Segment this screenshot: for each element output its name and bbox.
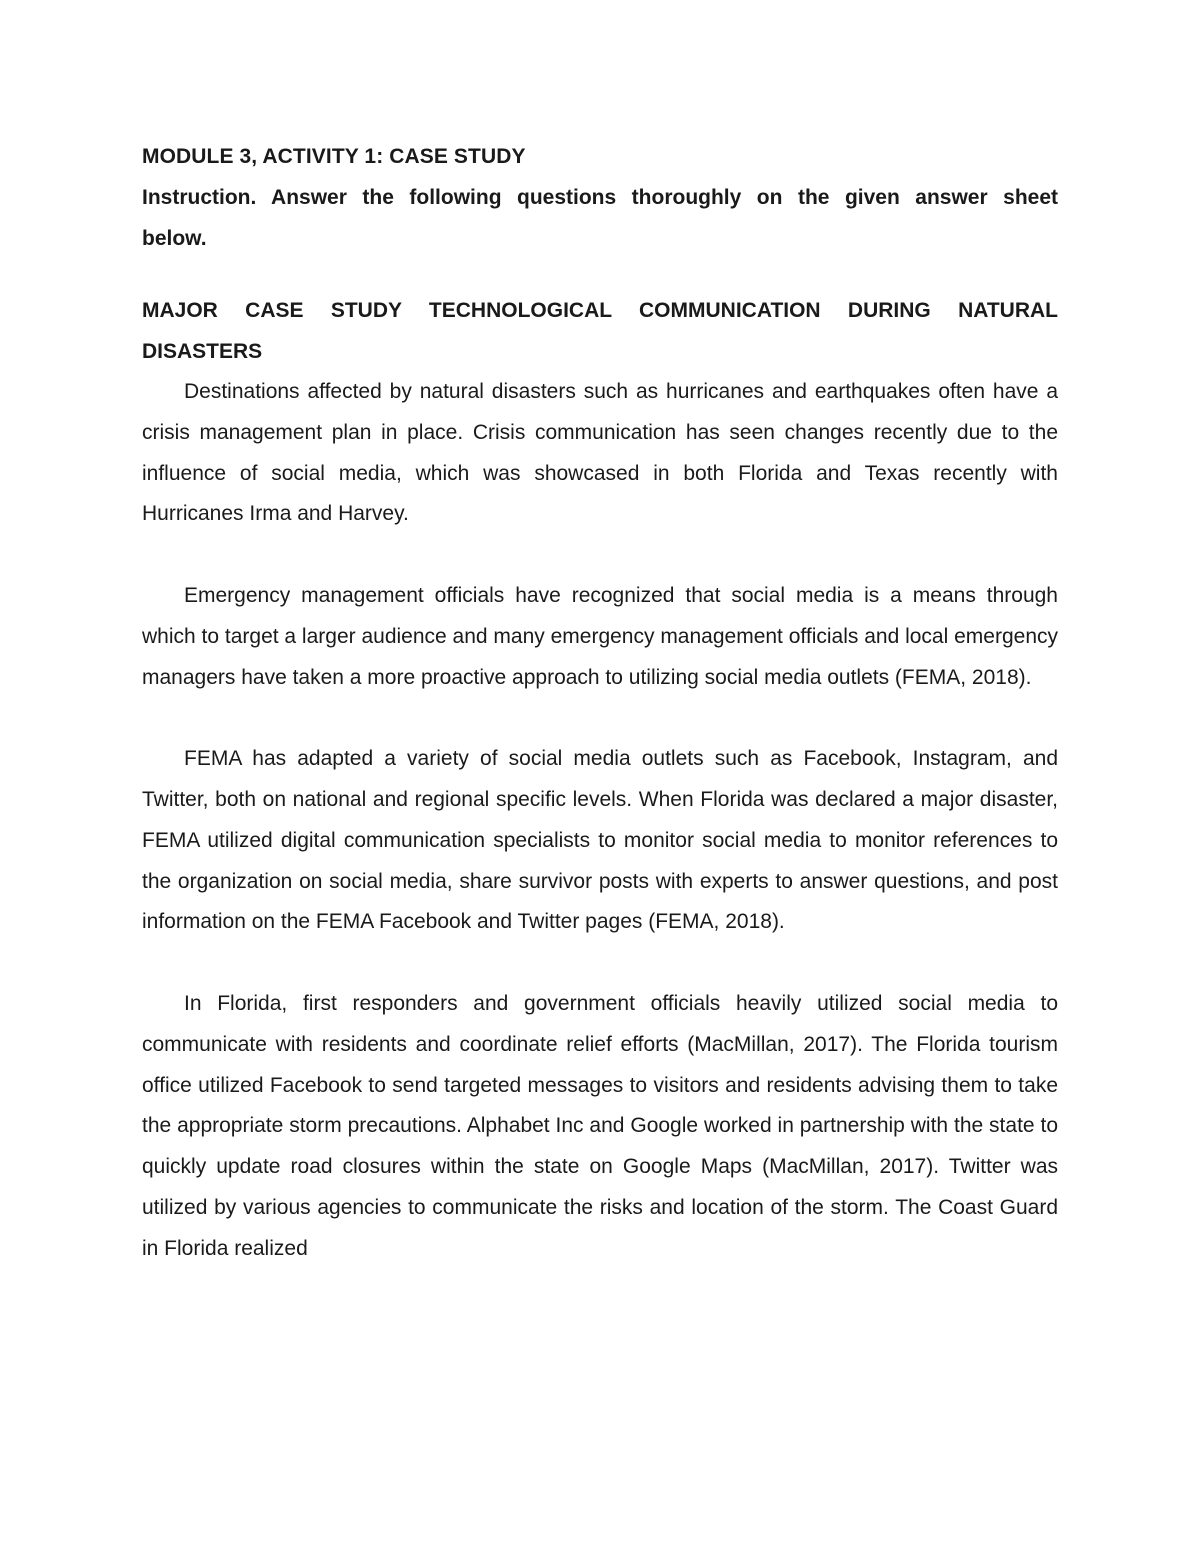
paragraph-2: Emergency management officials have recognized that social media is a means through which to target a larger audience and many emergency management officials and local emergency managers have taken a more proactive approach to utilizing social media outlets (FEMA, 2018).	[142, 583, 1058, 689]
case-study-title: MAJOR CASE STUDY TECHNOLOGICAL COMMUNICATION DURING NATURAL DISASTERS	[142, 299, 1058, 363]
document-page	[142, 136, 1058, 1270]
paragraph-1: Destinations affected by natural disasters such as hurricanes and earthquakes often have a crisis management plan in place. Crisis communication has seen changes recently due to the influence of social media, which was showcased in both Florida and Texas recently with Hurricanes Irma and Harvey.	[142, 380, 1058, 526]
paragraph-4: In Florida, first responders and government officials heavily utilized social media to communicate with residents and coordinate relief efforts (MacMillan, 2017). The Florida tourism office utilized Facebook to send targeted messages to visitors and residents advising them to take the appropriate storm precautions. Alphabet Inc and Google worked in partnership with the state to quickly update road closures within the state on Google Maps (MacMillan, 2017). Twitter was utilized by various agencies to communicate the risks and location of the storm. The Coast Guard in Florida realized	[142, 991, 1058, 1260]
paragraph-3: FEMA has adapted a variety of social media outlets such as Facebook, Instagram, and Twitter, both on national and regional specific levels. When Florida was declared a major disaster, FEMA utilized digital communication specialists to monitor social media to monitor references to the organization on social media, share survivor posts with experts to answer questions, and post information on the FEMA Facebook and Twitter pages (FEMA, 2018).	[142, 747, 1058, 934]
module-title: MODULE 3, ACTIVITY 1: CASE STUDY	[142, 145, 526, 168]
instruction-text: Instruction. Answer the following questions thoroughly on the given answer sheet below.	[142, 186, 1058, 250]
